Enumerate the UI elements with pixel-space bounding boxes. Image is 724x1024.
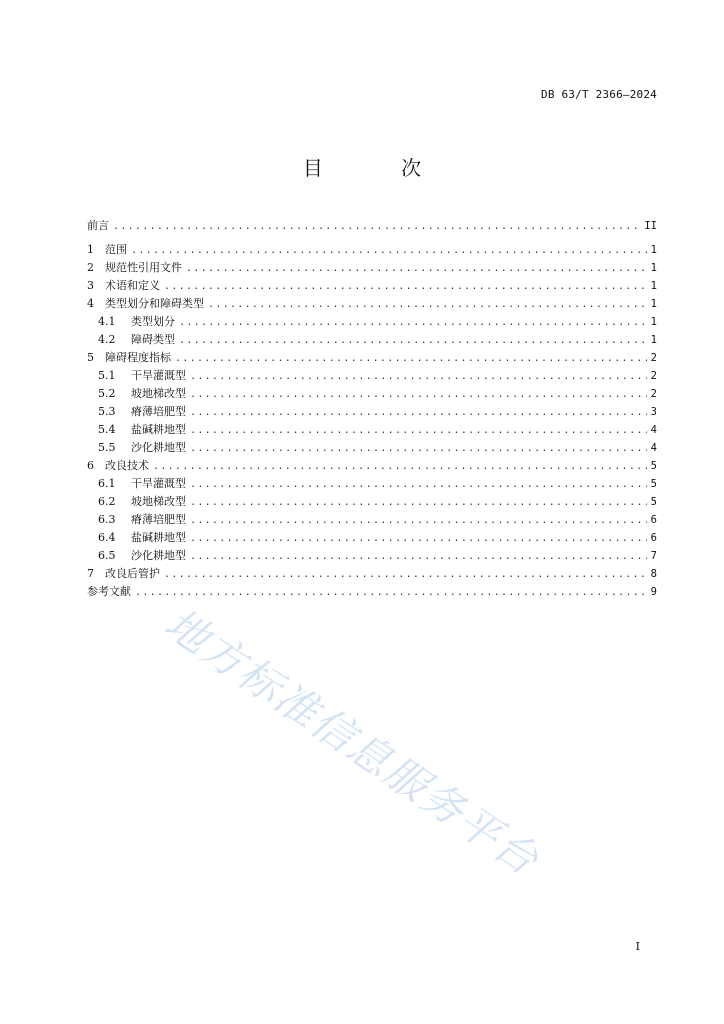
toc-dot-leader xyxy=(153,458,647,476)
toc-entry-page: 2 xyxy=(650,352,657,364)
toc-entry-label: 瘠薄培肥型 xyxy=(131,405,186,418)
toc-entry-number: 4.2 xyxy=(98,333,116,346)
toc-dot-leader xyxy=(190,368,647,386)
toc-entry-page: 1 xyxy=(650,334,657,346)
toc-entry-label: 改良技术 xyxy=(105,459,149,472)
toc-entry-number: 6.5 xyxy=(98,549,116,562)
toc-entry-page: 4 xyxy=(650,442,657,454)
toc-entry-page: 1 xyxy=(650,316,657,328)
toc-entry[interactable] xyxy=(87,475,657,493)
toc-entry-label: 类型划分和障碍类型 xyxy=(105,297,204,310)
toc-dot-leader xyxy=(190,422,647,440)
toc-entry-label: 坡地梯改型 xyxy=(131,387,186,400)
table-of-contents xyxy=(87,217,657,601)
toc-entry-page: 1 xyxy=(650,244,657,256)
toc-entry-label: 术语和定义 xyxy=(105,279,160,292)
toc-entry[interactable] xyxy=(87,349,657,367)
toc-entry[interactable] xyxy=(87,295,657,313)
toc-entry[interactable] xyxy=(87,367,657,385)
toc-dot-leader xyxy=(135,584,647,602)
document-code: DB 63/T 2366—2024 xyxy=(541,88,657,101)
toc-dot-leader xyxy=(113,218,642,236)
toc-entry-page: 1 xyxy=(650,298,657,310)
toc-entry[interactable] xyxy=(87,529,657,547)
toc-entry-label: 改良后管护 xyxy=(105,567,160,580)
toc-entry-label: 沙化耕地型 xyxy=(131,549,186,562)
toc-entry[interactable] xyxy=(87,493,657,511)
toc-entry-label: 沙化耕地型 xyxy=(131,441,186,454)
toc-entry-page: 3 xyxy=(650,406,657,418)
toc-dot-leader xyxy=(131,242,647,260)
toc-entry-page: 1 xyxy=(650,280,657,292)
toc-entry[interactable] xyxy=(87,421,657,439)
toc-entry-page: 1 xyxy=(650,262,657,274)
toc-entry-label: 干旱灌溉型 xyxy=(131,477,186,490)
toc-entry-label: 盐碱耕地型 xyxy=(131,423,186,436)
toc-entry[interactable] xyxy=(87,439,657,457)
toc-entry[interactable] xyxy=(87,385,657,403)
toc-dot-leader xyxy=(186,260,647,278)
toc-entry-label: 前言 xyxy=(87,219,109,232)
toc-entry-number: 7 xyxy=(87,567,94,580)
toc-entry[interactable] xyxy=(87,217,657,235)
toc-entry[interactable] xyxy=(87,457,657,475)
page-number: I xyxy=(635,940,640,953)
toc-dot-leader xyxy=(175,350,647,368)
toc-entry-label: 障碍类型 xyxy=(131,333,175,346)
toc-entry[interactable] xyxy=(87,511,657,529)
toc-dot-leader xyxy=(179,314,647,332)
toc-entry-page: 5 xyxy=(650,496,657,508)
toc-entry-number: 5.4 xyxy=(98,423,116,436)
toc-entry-page: 4 xyxy=(650,424,657,436)
toc-entry[interactable] xyxy=(87,313,657,331)
toc-dot-leader xyxy=(190,476,647,494)
toc-entry-label: 盐碱耕地型 xyxy=(131,531,186,544)
toc-entry-label: 类型划分 xyxy=(131,315,175,328)
toc-entry-page: 2 xyxy=(650,388,657,400)
toc-entry[interactable] xyxy=(87,241,657,259)
toc-dot-leader xyxy=(190,530,647,548)
toc-entry-number: 1 xyxy=(87,243,94,256)
toc-entry-page: 6 xyxy=(650,514,657,526)
toc-entry-number: 5.3 xyxy=(98,405,116,418)
toc-entry-label: 干旱灌溉型 xyxy=(131,369,186,382)
toc-entry-label: 参考文献 xyxy=(87,585,131,598)
toc-dot-leader xyxy=(190,440,647,458)
toc-entry-number: 5.2 xyxy=(98,387,116,400)
watermark: 地方标准信息服务平台 xyxy=(156,598,549,886)
toc-entry-page: 2 xyxy=(650,370,657,382)
toc-entry-number: 5.1 xyxy=(98,369,116,382)
toc-dot-leader xyxy=(179,332,647,350)
toc-entry-number: 2 xyxy=(87,261,94,274)
toc-entry[interactable] xyxy=(87,565,657,583)
toc-entry-number: 5 xyxy=(87,351,94,364)
toc-entry[interactable] xyxy=(87,403,657,421)
toc-entry-label: 规范性引用文件 xyxy=(105,261,182,274)
toc-entry[interactable] xyxy=(87,331,657,349)
toc-entry-page: 5 xyxy=(650,460,657,472)
toc-entry-number: 6.2 xyxy=(98,495,116,508)
toc-dot-leader xyxy=(190,404,647,422)
toc-entry-number: 6.4 xyxy=(98,531,116,544)
toc-entry-number: 6 xyxy=(87,459,94,472)
toc-entry-label: 瘠薄培肥型 xyxy=(131,513,186,526)
toc-entry-label: 障碍程度指标 xyxy=(105,351,171,364)
toc-dot-leader xyxy=(164,566,647,584)
toc-entry-number: 5.5 xyxy=(98,441,116,454)
toc-entry-number: 4 xyxy=(87,297,94,310)
toc-dot-leader xyxy=(190,386,647,404)
page-title: 目 次 xyxy=(302,156,458,180)
toc-entry[interactable] xyxy=(87,277,657,295)
toc-dot-leader xyxy=(190,494,647,512)
toc-entry-page: 8 xyxy=(650,568,657,580)
toc-entry[interactable] xyxy=(87,547,657,565)
toc-entry-label: 范围 xyxy=(105,243,127,256)
toc-entry-page: 5 xyxy=(650,478,657,490)
toc-dot-leader xyxy=(208,296,647,314)
toc-entry-number: 4.1 xyxy=(98,315,116,328)
toc-dot-leader xyxy=(190,548,647,566)
toc-entry-page: 9 xyxy=(650,586,657,598)
toc-dot-leader xyxy=(190,512,647,530)
toc-entry-label: 坡地梯改型 xyxy=(131,495,186,508)
toc-entry-page: II xyxy=(644,220,657,232)
toc-entry-number: 6.1 xyxy=(98,477,116,490)
toc-entry[interactable] xyxy=(87,259,657,277)
toc-entry-page: 6 xyxy=(650,532,657,544)
toc-entry-number: 3 xyxy=(87,279,94,292)
toc-entry[interactable] xyxy=(87,583,657,601)
toc-dot-leader xyxy=(164,278,647,296)
toc-entry-page: 7 xyxy=(650,550,657,562)
toc-entry-number: 6.3 xyxy=(98,513,116,526)
